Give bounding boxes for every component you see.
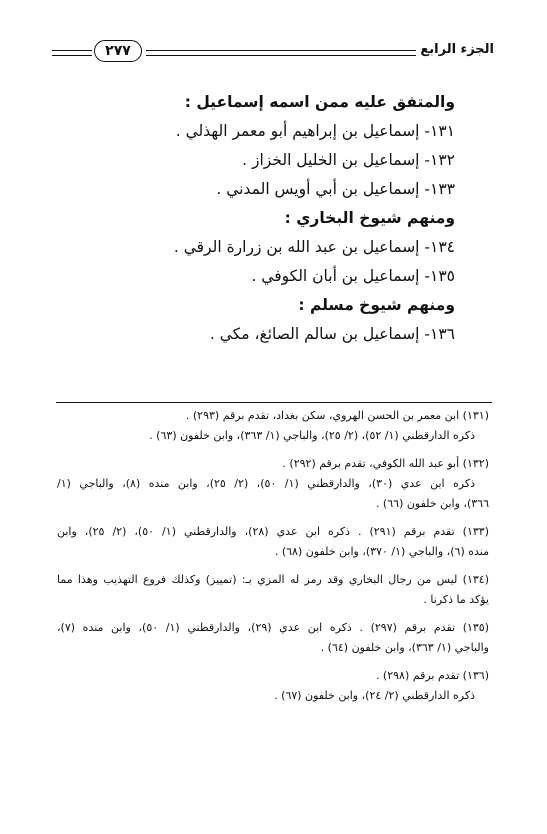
footnote-line: (١٣٤) ليس من رجال البخاري وقد رمز له المزي بـ: (تمييز) وكذلك فروع التهذيب وهذا مما — [57, 573, 489, 586]
narrator-entry: ١٣٥- إسماعيل بن أبان الكوفي . — [251, 267, 455, 285]
footnote-line: منده (٦)، والباجي (١/ ٣٧٠)، وابن خلفون (٦٨) . — [274, 545, 489, 558]
header-rule — [146, 55, 416, 56]
footnote — [57, 666, 489, 706]
main-text — [75, 88, 455, 349]
footnote-line: يؤكد ما ذكرنا . — [423, 593, 489, 606]
running-title: الجزء الرابع — [420, 42, 494, 57]
footnote-line: ذكره الدارقطني (١/ ٥٢)، (٢/ ٢٥)، والباجي (١/ ٣٦٣)، وابن خلفون (٦٣) . — [149, 429, 475, 442]
narrator-entry: ١٣٣- إسماعيل بن أبي أويس المدني . — [216, 180, 455, 198]
footnote — [57, 454, 489, 514]
narrator-entry: ١٣١- إسماعيل بن إبراهيم أبو معمر الهذلي . — [175, 122, 455, 140]
narrator-entry: ١٣٤- إسماعيل بن عبد الله بن زرارة الرقي . — [173, 238, 455, 256]
footnote-line: (١٣٣) تقدم برقم (٢٩١) . ذكره ابن عدي (٢٨)، والدارقطني (١/ ٥٠)، (٢/ ٢٥)، وابن — [57, 525, 490, 538]
group-heading: ومنهم شيوخ مسلم : — [298, 296, 455, 314]
footnote-line: (١٣٢) أبو عبد الله الكوفي، تقدم برقم (٢٩٢) . — [282, 457, 489, 470]
footnotes — [57, 406, 489, 714]
footnote — [57, 522, 489, 562]
footnote — [57, 406, 489, 446]
footnote-separator — [56, 402, 492, 403]
page-number: ٢٧٧ — [94, 40, 142, 62]
header-rule — [52, 50, 92, 51]
narrator-entry: ١٣٦- إسماعيل بن سالم الصائغ، مكي . — [209, 325, 455, 343]
footnote-line: (١٣١) ابن معمر بن الحسن الهروي، سكن بغداد، تقدم برقم (٢٩٣) . — [185, 409, 489, 422]
group-heading: والمتفق عليه ممن اسمه إسماعيل : — [184, 93, 455, 111]
group-heading: ومنهم شيوخ البخاري : — [284, 209, 455, 227]
footnote — [57, 618, 489, 658]
footnote-line: ٣٦٦)، وابن خلفون (٦٦) . — [375, 497, 489, 510]
footnote-line: ذكره الدارقطني (٢/ ٢٤)، وابن خلفون (٦٧) . — [274, 689, 475, 702]
page-header — [52, 40, 494, 80]
header-rule — [52, 55, 92, 56]
footnote-line: ذكره ابن عدي (٣٠)، والدارقطني (١/ ٥٠)، (٢/ ٢٥)، وابن منده (٨)، والباجي (١/ — [57, 477, 476, 490]
footnote-line: (١٣٦) تقدم برقم (٢٩٨) . — [375, 669, 489, 682]
footnote — [57, 570, 489, 610]
header-rule — [146, 50, 416, 51]
narrator-entry: ١٣٢- إسماعيل بن الخليل الخزاز . — [242, 151, 455, 169]
footnote-line: (١٣٥) تقدم برقم (٢٩٧) . ذكره ابن عدي (٢٩)، والدارقطني (١/ ٥٠)، وابن منده (٧)، — [57, 621, 490, 634]
footnote-line: والباجي (١/ ٣٦٣)، وابن خلفون (٦٤) . — [320, 641, 489, 654]
